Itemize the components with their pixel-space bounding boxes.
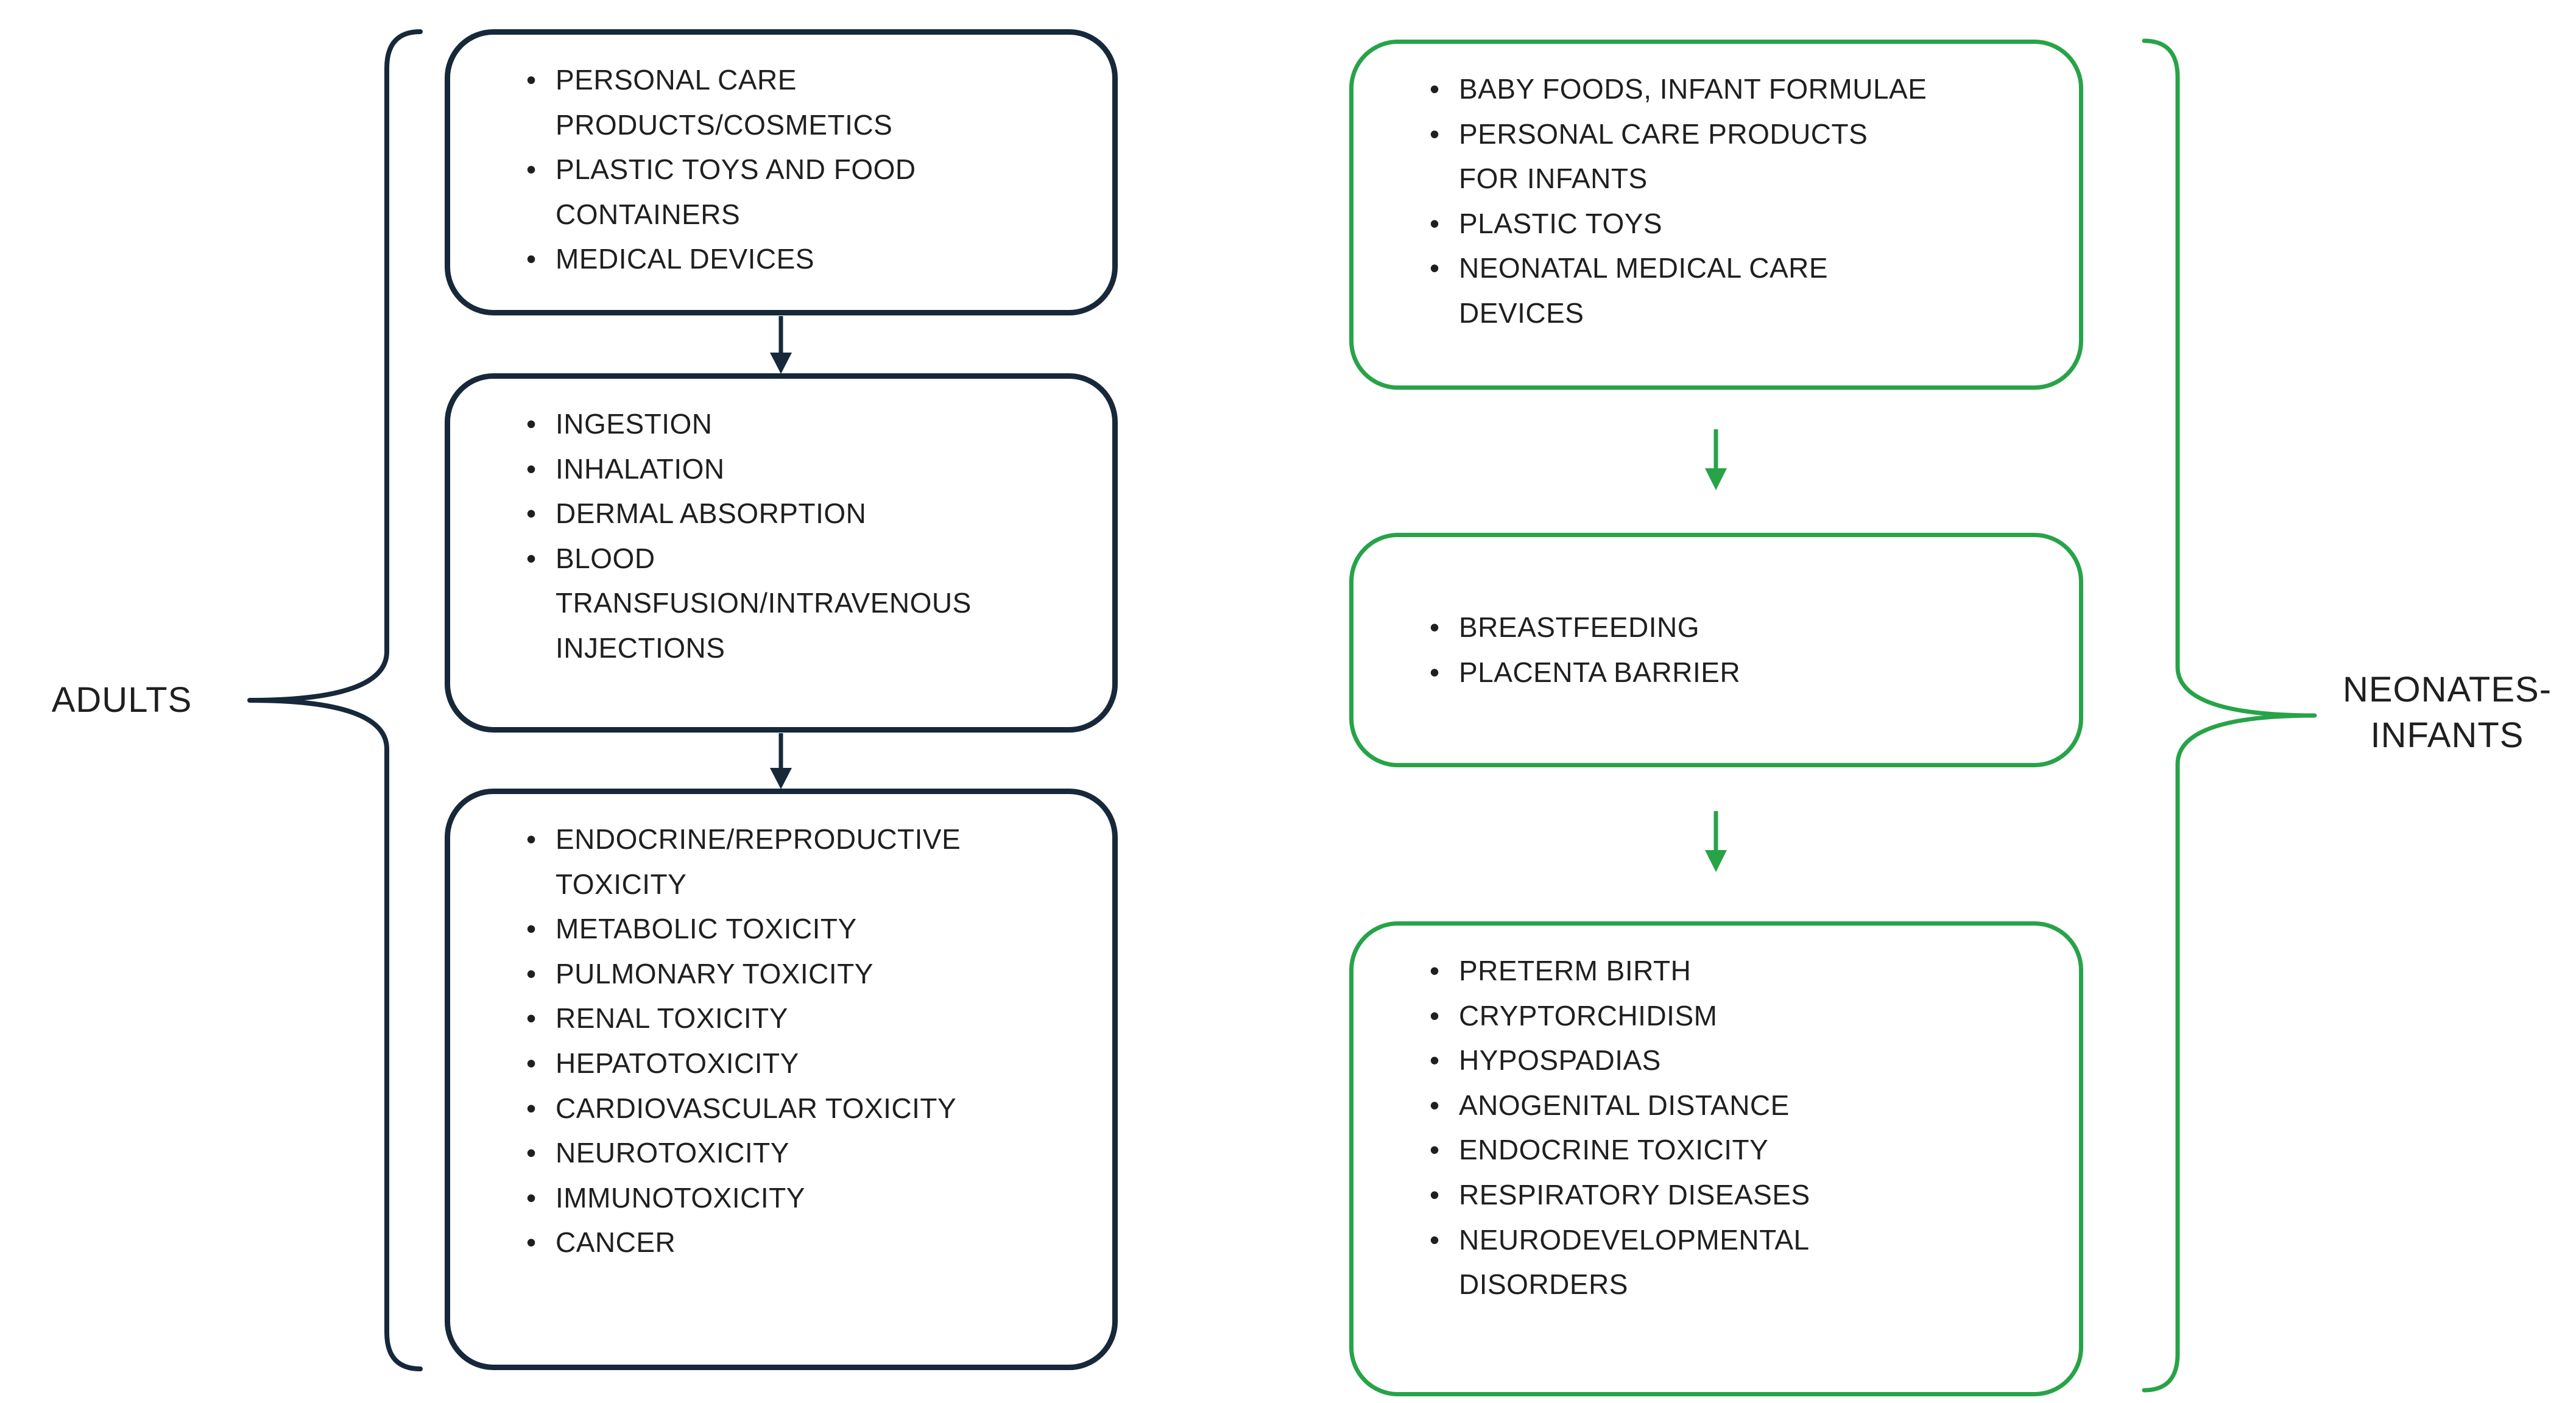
bullet-item: • MEDICAL DEVICES <box>526 237 1045 282</box>
infants-transfer-routes-list <box>1396 605 1933 695</box>
neonates-infants-label: NEONATES-INFANTS <box>2342 670 2552 756</box>
bullet-item: • IMMUNOTOXICITY <box>526 1176 1045 1221</box>
infants-health-outcomes-list <box>1396 949 1933 1307</box>
infants-brace-icon <box>2138 33 2321 1398</box>
bullet-item: • RESPIRATORY DISEASES <box>1430 1173 1933 1218</box>
bullet-item: • BLOOD TRANSFUSION/INTRAVENOUS INJECTIONS <box>526 536 1045 671</box>
bullet-item: • DERMAL ABSORPTION <box>526 491 1045 536</box>
arrow-down-icon <box>763 733 799 789</box>
bullet-item: • CRYPTORCHIDISM <box>1430 994 1933 1039</box>
bullet-item: • BREASTFEEDING <box>1430 605 1933 650</box>
bullet-item: • BABY FOODS, INFANT FORMULAE <box>1430 67 1933 112</box>
bullet-item: • PERSONAL CARE PRODUCTS/COSMETICS <box>526 58 1045 147</box>
bullet-item: • PULMONARY TOXICITY <box>526 952 1045 997</box>
bullet-item: • ENDOCRINE/REPRODUCTIVE TOXICITY <box>526 817 1045 907</box>
adults-brace-icon <box>244 24 426 1376</box>
bullet-item: • ANOGENITAL DISTANCE <box>1430 1083 1933 1128</box>
infants-health-outcomes-box <box>1349 921 2083 1396</box>
bullet-item: • PLACENTA BARRIER <box>1430 650 1933 695</box>
adults-health-effects-box <box>445 789 1118 1370</box>
adults-health-effects-list <box>493 817 1045 1265</box>
bullet-item: • HEPATOTOXICITY <box>526 1041 1045 1086</box>
bullet-item: • PLASTIC TOYS <box>1430 202 1933 247</box>
bullet-item: • NEUROTOXICITY <box>526 1131 1045 1176</box>
bullet-item: • CANCER <box>526 1220 1045 1265</box>
arrow-down-icon <box>1698 429 1734 490</box>
bullet-item: • PERSONAL CARE PRODUCTS FOR INFANTS <box>1430 112 1933 202</box>
bullet-item: • METABOLIC TOXICITY <box>526 907 1045 952</box>
bullet-item: • HYPOSPADIAS <box>1430 1038 1933 1083</box>
bullet-item: • NEONATAL MEDICAL CARE DEVICES <box>1430 246 1933 336</box>
bullet-item: • PRETERM BIRTH <box>1430 949 1933 994</box>
bullet-item: • ENDOCRINE TOXICITY <box>1430 1128 1933 1173</box>
bullet-item: • CARDIOVASCULAR TOXICITY <box>526 1086 1045 1131</box>
arrow-down-icon <box>1698 811 1734 872</box>
arrow-down-icon <box>763 316 799 374</box>
bullet-item: • NEURODEVELOPMENTAL DISORDERS <box>1430 1218 1933 1307</box>
infants-sources-box <box>1349 40 2083 390</box>
bullet-item: • INHALATION <box>526 447 1045 492</box>
bullet-item: • INGESTION <box>526 402 1045 447</box>
adults-exposure-routes-list <box>493 402 1045 671</box>
bullet-item: • RENAL TOXICITY <box>526 996 1045 1041</box>
adults-sources-list <box>493 58 1045 282</box>
adults-exposure-routes-box <box>445 373 1118 733</box>
bullet-item: • PLASTIC TOYS AND FOOD CONTAINERS <box>526 147 1045 237</box>
infants-sources-list <box>1396 67 1933 336</box>
infants-transfer-routes-box <box>1349 533 2083 767</box>
adults-label: ADULTS <box>51 680 192 720</box>
adults-sources-box <box>445 29 1118 315</box>
